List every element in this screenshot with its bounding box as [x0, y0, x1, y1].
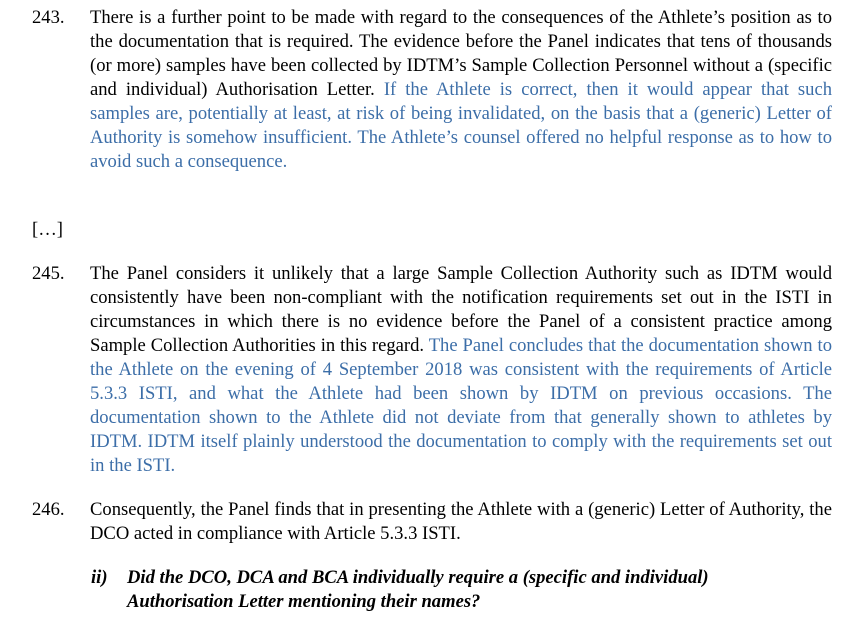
section-subheading — [91, 566, 825, 614]
paragraph-text — [90, 498, 832, 546]
highlighted-text: If the Athlete is correct, then it would appear that such samples are, potentially at least, at risk of being invalidated, on the basis that a (generic) Letter of Authority is somehow insufficient. The Athlete’s counsel offered no helpful response as to how to avoid such a consequence. — [90, 79, 833, 172]
paragraph-body: There is a further point to be made with regard to the consequences of the Athlete’s position as to the documentation that is required. The evidence before the Panel indicates that tens of thousands (or more) samples have been collected by IDTM’s Sample Collection Personnel without a (specific and individual) Authorisation Letter. — [90, 7, 832, 100]
paragraph-body: Consequently, the Panel finds that in presenting the Athlete with a (generic) Letter of Authority, the DCO acted in compliance with Article 5.3.3 ISTI. — [90, 499, 832, 544]
paragraph-body: The Panel considers it unlikely that a large Sample Collection Authority such as IDTM would consistently have been non-compliant with the notification requirements set out in the ISTI in circumstances in which there is no evidence before the Panel of a consistent practice among Sample Collection Authorities in this regard. — [90, 263, 832, 356]
paragraph-text — [90, 262, 832, 478]
paragraph-number: 243. — [32, 7, 65, 28]
paragraph-number: 246. — [32, 499, 65, 520]
subheading-line-1: Did the DCO, DCA and BCA individually require a (specific and individual) — [127, 567, 709, 588]
subheading-line-2: Authorisation Letter mentioning their names? — [127, 591, 481, 612]
paragraph-246 — [32, 498, 832, 546]
paragraph-243 — [32, 6, 832, 174]
highlighted-text: The Panel concludes that the documentation shown to the Athlete on the evening of 4 September 2018 was consistent with the requirements of Article 5.3.3 ISTI, and what the Athlete had been shown by IDTM on previous occasions. The documentation shown to the Athlete did not deviate from that generally shown to athletes by IDTM. IDTM itself plainly understood the documentation to comply with the requirements set out in the ISTI. — [90, 335, 833, 476]
paragraph-245 — [32, 262, 832, 478]
paragraph-number: 245. — [32, 263, 65, 284]
omission-marker: […] — [32, 219, 63, 240]
subheading-label: ii) — [91, 567, 108, 588]
paragraph-text — [90, 6, 832, 174]
